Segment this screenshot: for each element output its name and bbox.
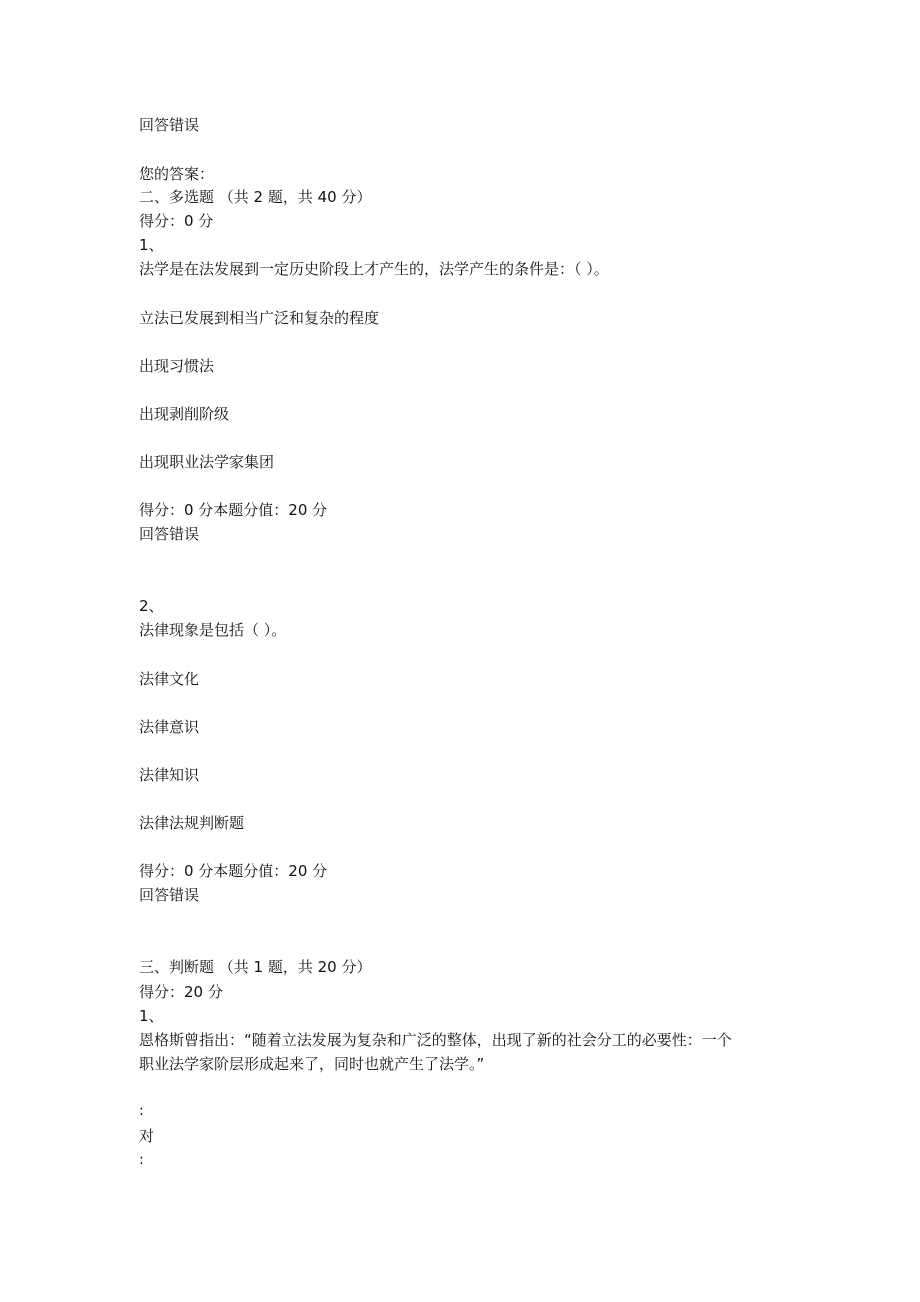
question-score: 得分：0 分本题分值：20 分 (139, 501, 328, 519)
question-text: 法律现象是包括（ ）。 (139, 621, 287, 639)
section-score: 得分：0 分 (139, 212, 214, 230)
answer-option: 法律知识 (139, 766, 200, 784)
answer-option: 出现职业法学家集团 (139, 453, 275, 471)
question-number: 1、 (139, 236, 164, 254)
answer-option: 法律法规判断题 (139, 814, 245, 832)
answer-option: 立法已发展到相当广泛和复杂的程度 (139, 309, 380, 327)
section-heading-true-false: 三、判断题 （共 1 题，共 20 分） (139, 958, 372, 976)
answer-option: 出现剥削阶级 (139, 405, 230, 423)
colon-marker: : (139, 1152, 144, 1168)
question-text: 法学是在法发展到一定历史阶段上才产生的，法学产生的条件是：（ ）。 (139, 260, 609, 278)
true-false-answer: 对 (139, 1127, 155, 1145)
answer-option: 出现习惯法 (139, 357, 215, 375)
answer-result: 回答错误 (139, 116, 200, 134)
answer-option: 法律意识 (139, 718, 200, 736)
colon-marker: : (139, 1103, 144, 1119)
question-text: 恩格斯曾指出：“随着立法发展为复杂和广泛的整体，出现了新的社会分工的必要性：一个 (139, 1031, 732, 1049)
question-score: 得分：0 分本题分值：20 分 (139, 862, 328, 880)
section-heading-multiple-choice: 二、多选题 （共 2 题，共 40 分） (139, 188, 372, 206)
question-text: 职业法学家阶层形成起来了，同时也就产生了法学。” (139, 1055, 485, 1073)
section-score: 得分：20 分 (139, 983, 223, 1001)
answer-result: 回答错误 (139, 886, 200, 904)
answer-result: 回答错误 (139, 525, 200, 543)
your-answer-label: 您的答案： (139, 165, 215, 183)
answer-option: 法律文化 (139, 670, 200, 688)
question-number: 2、 (139, 597, 164, 615)
question-number: 1、 (139, 1007, 164, 1025)
